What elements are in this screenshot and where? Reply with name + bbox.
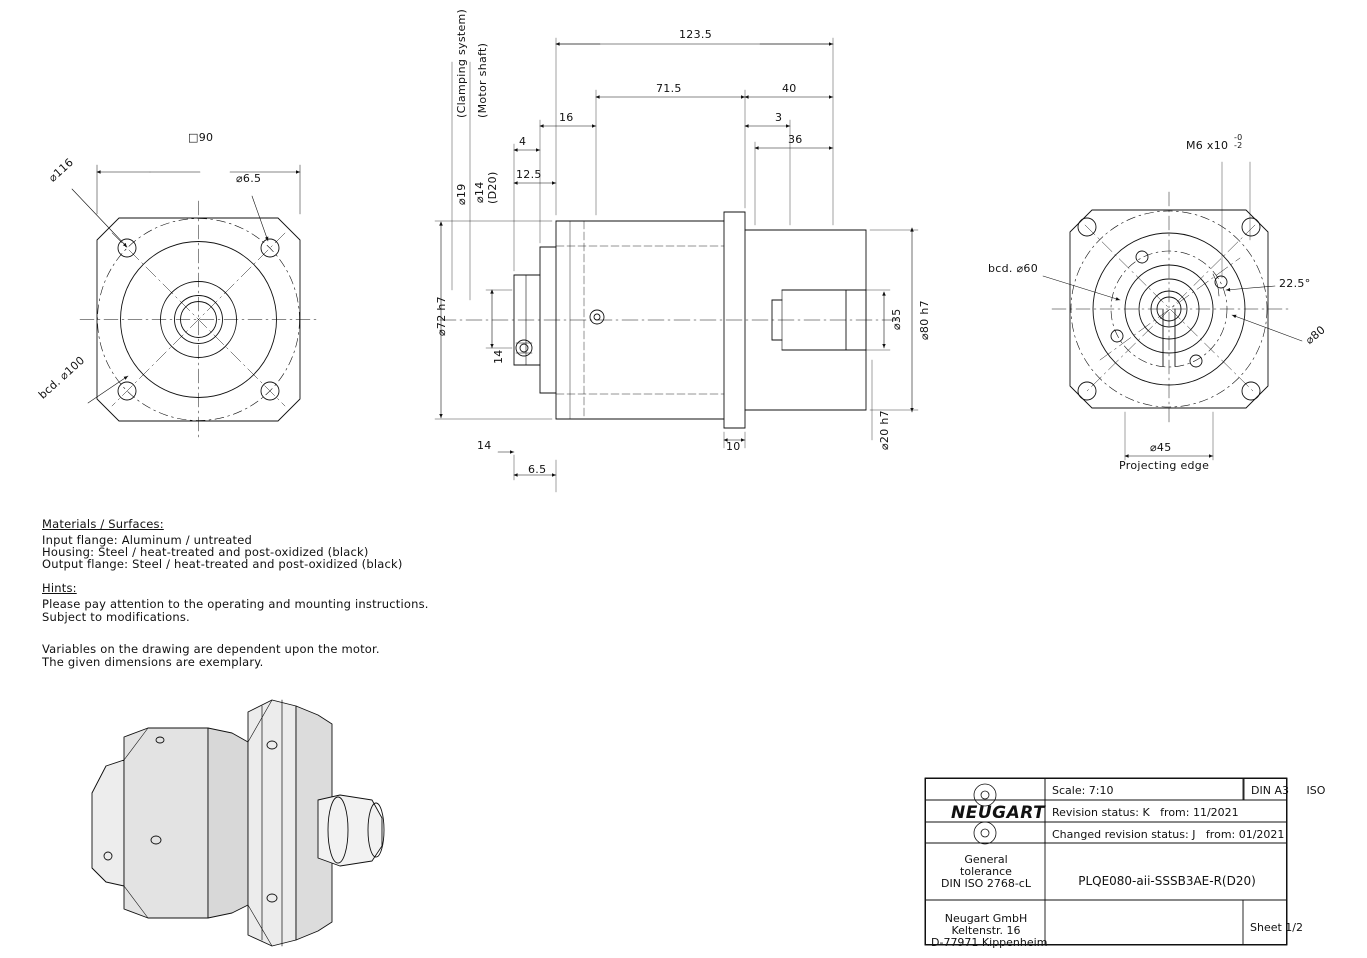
dim-motor-shaft: (Motor shaft) (476, 42, 489, 118)
address-line-1: Neugart GmbH (944, 912, 1028, 925)
variables-line-1: Variables on the drawing are dependent upon the motor. (42, 642, 380, 656)
general-tolerance-line-1: General (964, 853, 1008, 866)
title-block (925, 778, 1326, 949)
dim-dia-72h7: ⌀72 h7 (435, 296, 448, 336)
projection-cell: ISO (1306, 784, 1326, 797)
materials-line-1: Input flange: Aluminum / untreated (42, 533, 252, 547)
view-isometric (92, 700, 384, 946)
address-line-2: Keltenstr. 16 (951, 924, 1021, 937)
materials-line-3: Output flange: Steel / heat-treated and post-oxidized (black) (42, 557, 403, 571)
dim-d20-note: (D20) (486, 171, 499, 204)
dim-len-26: 6.5 (528, 463, 547, 476)
dim-len-10: 10 (726, 440, 741, 453)
dim-len-40: 40 (782, 82, 797, 95)
dim-square-90: □90 (188, 131, 214, 144)
hints-line-1: Please pay attention to the operating and mounting instructions. (42, 597, 429, 611)
dim-len-6-5: 14 (477, 439, 492, 452)
dim-dia-45: ⌀45 (1150, 441, 1172, 454)
dim-len-3: 3 (775, 111, 783, 124)
dim-dia-20h7: ⌀20 h7 (878, 410, 891, 450)
materials-line-2: Housing: Steel / heat-treated and post-oxidized (black) (42, 545, 369, 559)
sheet-cell: Sheet 1/2 (1250, 921, 1304, 934)
hints-line-2: Subject to modifications. (42, 610, 190, 624)
company-logo-text: NEUGART (951, 803, 1046, 823)
view-front-flange (72, 165, 317, 438)
dim-thread-m6: M6 x10 (1186, 139, 1229, 152)
variables-line-2: The given dimensions are exemplary. (42, 655, 264, 669)
dim-thread-m6-tolerance: -0 -2 (1234, 133, 1243, 150)
dim-dia-80h7: ⌀80 h7 (918, 300, 931, 340)
dim-dia-14: ⌀14 (473, 181, 486, 203)
dim-len-36: 36 (788, 133, 803, 146)
dim-len-4: 4 (519, 135, 527, 148)
dim-dia-6-5: ⌀6.5 (236, 172, 262, 185)
dim-dia-19: ⌀19 (455, 183, 468, 205)
dim-len-71-5: 71.5 (656, 82, 682, 95)
label-projecting-edge: Projecting edge (1119, 459, 1210, 472)
part-number-cell: PLQE080-aii-SSSB3AE-R(D20) (1078, 874, 1256, 888)
changed-revision-status-cell: Changed revision status: J from: 01/2021 (1052, 828, 1285, 841)
address-line-3: D-77971 Kippenheim (931, 936, 1048, 949)
dim-len-16: 16 (559, 111, 574, 124)
dim-len-123-5: 123.5 (679, 28, 712, 41)
dim-bcd-100: bcd. ⌀100 (36, 353, 88, 402)
general-tolerance-line-3: DIN ISO 2768-cL (941, 877, 1031, 890)
dim-dia-35: ⌀35 (890, 308, 903, 330)
dim-len-12-5: 12.5 (516, 168, 542, 181)
scale-cell: Scale: 7:10 (1052, 784, 1114, 797)
general-tolerance-line-2: tolerance (960, 865, 1012, 878)
dim-dia-116: ⌀116 (46, 155, 77, 185)
dim-clamping-system: (Clamping system) (455, 8, 468, 118)
materials-heading: Materials / Surfaces: (42, 517, 164, 531)
dim-angle-22-5: 22.5° (1279, 277, 1311, 290)
hints-heading: Hints: (42, 581, 77, 595)
dim-bcd-60: bcd. ⌀60 (988, 262, 1039, 275)
format-cell: DIN A3 (1251, 784, 1289, 797)
revision-status-cell: Revision status: K from: 11/2021 (1052, 806, 1239, 819)
dim-dia-80: ⌀80 (1303, 323, 1328, 347)
technical-drawing-sheet: □90 ⌀116 ⌀6.5 bcd. ⌀100 123.5 71.5 40 16 3 4 36 12.5 14 14 6.5 10 (Clamping system) (Motor shaft) ⌀19 ⌀14 (D20) ⌀72 h7 ⌀35 ⌀80 h7 ⌀20 h7 M6 x10 -0 -2 bcd. ⌀60 22.5° ⌀80 ⌀45 Projecting edge Materials / Surfaces: Input flange: Aluminum / untreated Housing: Steel / heat-treated and post-oxidized (black) Output flange: Steel / heat-treated and post-oxidized (black) Hints: Please pay attention to the operating and mounting instructions. Subject to modifications. Variables on the drawing are dependent upon the motor. The given dimensions are exemplary. NEUGART Scale: 7:10 DIN A3 ISO Revision status: K from: 11/2021 Changed revision status: J from: 01/2021 General tolerance DIN ISO 2768-cL PLQE080-aii-SSSB3AE-R(D20) Neugart GmbH Keltenstr. 16 D-77971 Kippenheim Sheet 1/2 (0, 0, 1367, 958)
view-rear-flange (1043, 162, 1302, 460)
